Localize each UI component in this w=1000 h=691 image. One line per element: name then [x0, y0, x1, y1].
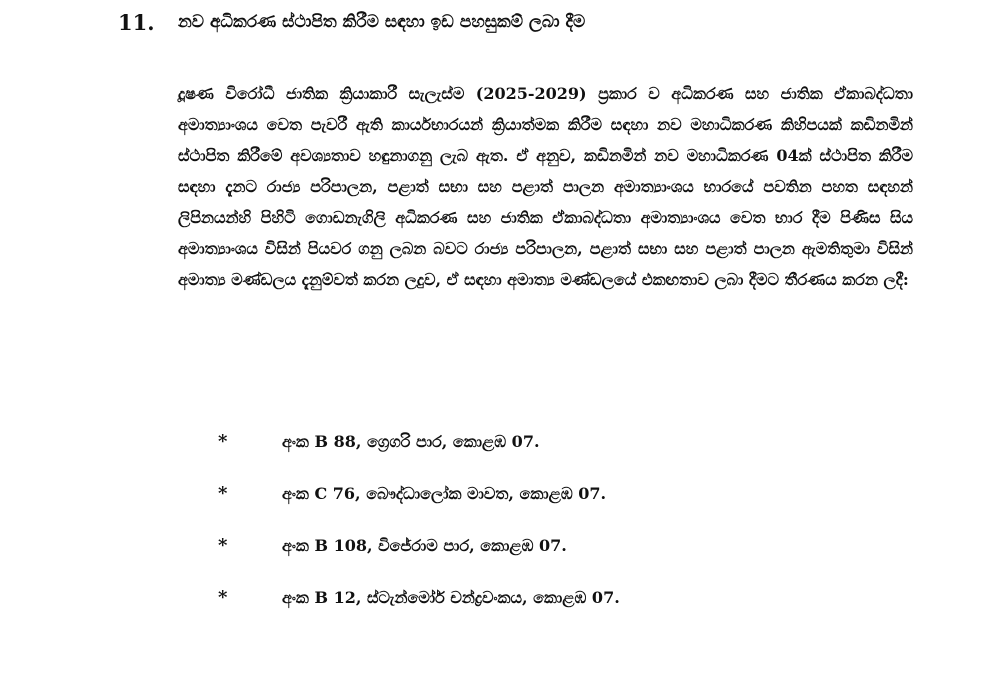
decision-paragraph: දූෂණ විරෝධී ජාතික ක්‍රියාකාරී සැලැස්ම (2025-2029) ප්‍රකාර ව අධිකරණ සහ ජාතික ඒකාබද්ධතා අමාත්‍යාංශය වෙත පැවරී ඇති කාර්යභාරයන් ක්‍රියාත්මක කිරීම සඳහා නව මහාධිකරණ කිහිපයක් කඩිනමින් ස්ථාපිත කිරීමේ අවශ්‍යතාව හඳුනාගනු ලැබ ඇත. ඒ අනුව, කඩිනමින් නව මහාධිකරණ 04ක් ස්ථාපිත කිරීම සඳහා දැනට රාජ්‍ය පරිපාලන, පළාත් සභා සහ පළාත් පාලන අමාත්‍යාංශය භාරයේ පවතින පහත සඳහන් ලිපිනයන්හි පිහිටි ගොඩනැගිලි අධිකරණ සහ ජාතික ඒකාබද්ධතා අමාත්‍යාංශය වෙත භාර දීම පිණිස සිය අමාත්‍යාංශය විසින් පියවර ගනු ලබන බවට රාජ්‍ය පරිපාලන, පළාත් සභා සහ පළාත් පාලන ඇමතිතුමා විසින් අමාත්‍ය මණ්ඩලය දැනුම්වත් කරන ලදුව, ඒ සඳහා අමාත්‍ය මණ්ඩලයේ එකඟතාව ලබා දීමට තීරණය කරන ලදී:: [178, 84, 913, 289]
section-number: 11.: [118, 10, 155, 35]
address-text: අංක B 88, ග්‍රෙගරි පාර, කොළඹ 07.: [282, 432, 540, 451]
bullet-marker: *: [218, 535, 228, 556]
list-item: [218, 587, 918, 639]
list-item: [218, 483, 918, 535]
list-item: [218, 431, 918, 483]
address-text: අංක B 108, විජේරාම පාර, කොළඹ 07.: [282, 536, 567, 555]
list-item: [218, 535, 918, 587]
address-text: අංක C 76, බෞද්ධාලෝක මාවත, කොළඹ 07.: [282, 484, 607, 503]
address-text: අංක B 12, ස්ටැන්මෝර් චන්ද්‍රවංකය, කොළඹ 07.: [282, 588, 620, 607]
bullet-marker: *: [218, 587, 228, 608]
address-list: [218, 431, 918, 639]
bullet-marker: *: [218, 431, 228, 452]
bullet-marker: *: [218, 483, 228, 504]
section-heading: නව අධිකරණ ස්ථාපිත කිරීම සඳහා ඉඩ පහසුකම් ලබා දීම: [178, 12, 586, 32]
